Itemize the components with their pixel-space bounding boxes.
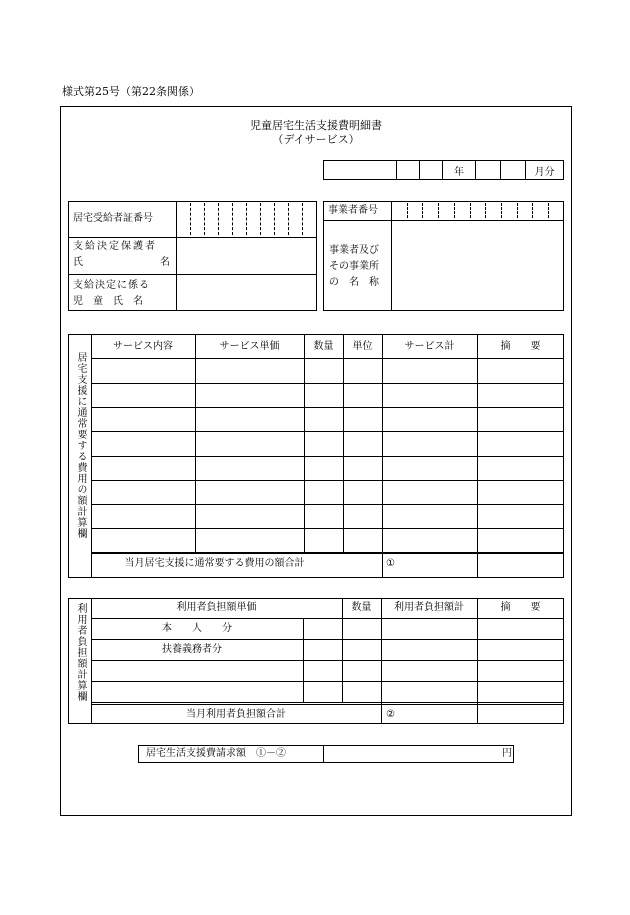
service-header-5: 摘 要 bbox=[500, 341, 541, 352]
guardian-label-b: 名 bbox=[160, 257, 170, 268]
user-side-label: 利用者負担額計算欄 bbox=[75, 603, 86, 702]
provider-number-label: 事業者番号 bbox=[328, 205, 378, 216]
service-header-1: サービス単価 bbox=[219, 341, 280, 352]
user-header-3: 摘 要 bbox=[500, 602, 541, 613]
guardian-label-a: 氏 bbox=[73, 257, 83, 268]
service-header-2: 数量 bbox=[313, 341, 334, 352]
child-name-field[interactable] bbox=[177, 275, 316, 310]
yen-unit: 円 bbox=[502, 748, 512, 759]
user-total-label: 当月利用者負担額合計 bbox=[186, 709, 286, 720]
provider-name-label-3: の 名 称 bbox=[329, 277, 379, 288]
user-header-2: 利用者負担額計 bbox=[394, 602, 464, 613]
cert-number-label: 居宅受給者証番号 bbox=[73, 213, 153, 224]
service-header-0: サービス内容 bbox=[113, 341, 173, 352]
claim-label: 居宅生活支援費請求額 ①－② bbox=[146, 748, 286, 759]
provider-number-cells[interactable] bbox=[391, 201, 564, 220]
child-label-2: 児 童 氏 名 bbox=[73, 296, 143, 307]
user-row-dependent: 扶養義務者分 bbox=[162, 644, 222, 655]
year-month-table bbox=[323, 160, 564, 180]
user-header-0: 利用者負担額単価 bbox=[176, 602, 257, 613]
guardian-label: 支給決定保護者 bbox=[73, 241, 157, 252]
page-subtitle: （デイサービス） bbox=[272, 133, 360, 146]
page-title: 児童居宅生活支援費明細書 bbox=[250, 119, 382, 132]
provider-name-label-1: 事業者及び bbox=[329, 245, 379, 256]
service-side-label: 居宅支援に通常要する費用の額計算欄 bbox=[75, 352, 86, 539]
claim-amount-field[interactable] bbox=[324, 746, 513, 762]
user-row-self: 本 人 分 bbox=[162, 623, 232, 634]
child-label: 支給決定に係る bbox=[73, 280, 150, 291]
cert-number-cells[interactable] bbox=[176, 201, 317, 237]
provider-name-label-2: その事業所 bbox=[329, 261, 379, 272]
user-header-1: 数量 bbox=[351, 602, 372, 613]
service-total-marker: ① bbox=[386, 558, 395, 569]
month-label: 月分 bbox=[526, 161, 564, 180]
year-label: 年 bbox=[443, 161, 476, 180]
guardian-name-field[interactable] bbox=[177, 238, 316, 273]
service-header-4: サービス計 bbox=[404, 341, 455, 352]
service-header-3: 単位 bbox=[352, 341, 373, 352]
service-total-label: 当月居宅支援に通常要する費用の額合計 bbox=[124, 558, 305, 569]
provider-name-field[interactable] bbox=[392, 221, 563, 310]
form-number: 様式第25号（第22条関係） bbox=[62, 85, 200, 98]
user-total-marker: ② bbox=[386, 709, 395, 720]
